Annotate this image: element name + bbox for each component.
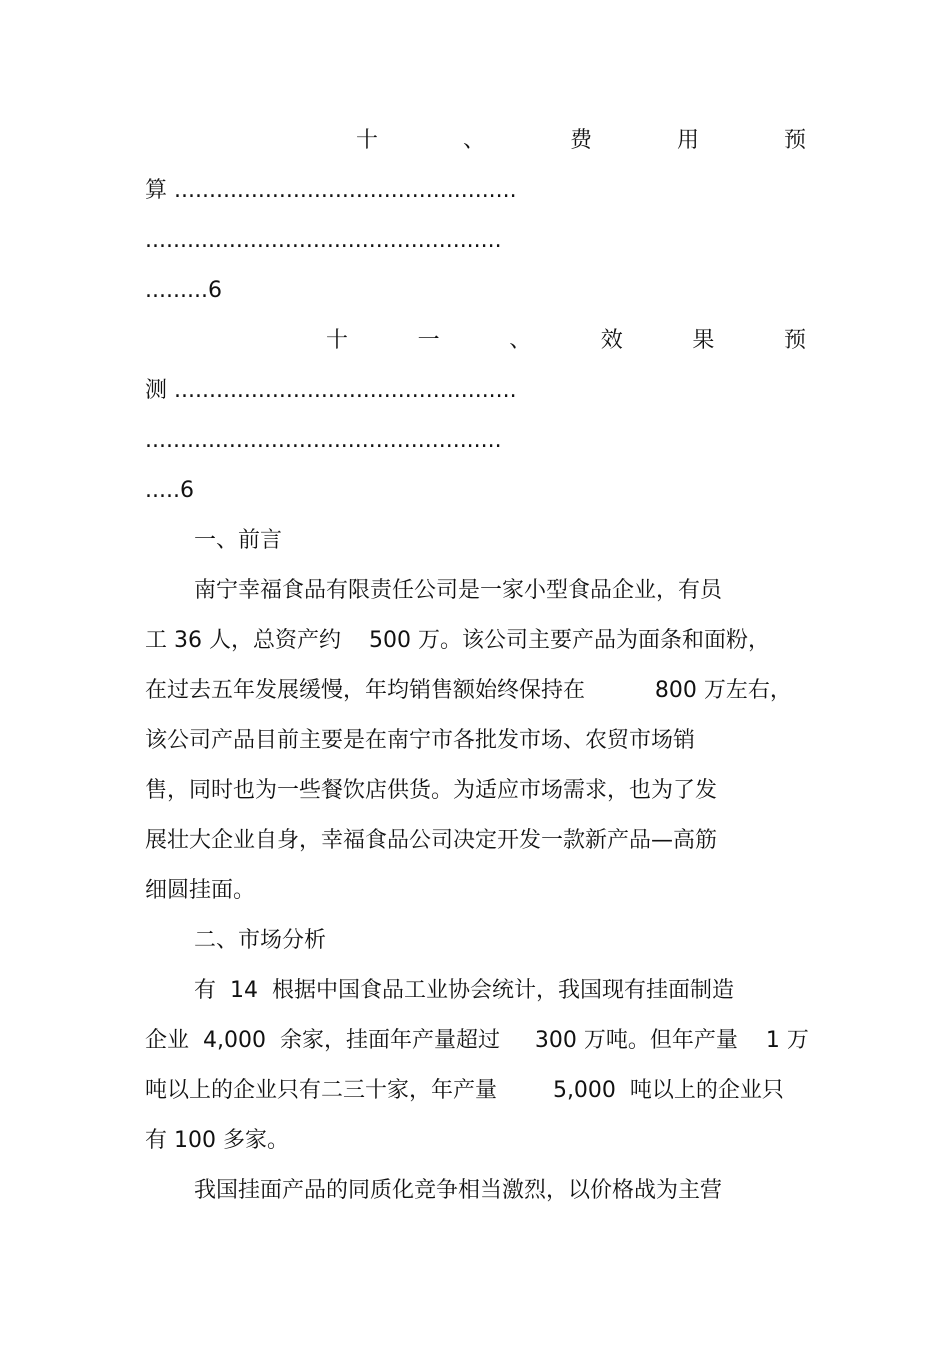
paragraph-line: 展壮大企业自身，幸福食品公司决定开发一款新产品—高筋 [145, 828, 718, 853]
paragraph-line: 吨以上的企业只有二三十家，年产量 5,000 吨以上的企业只 [145, 1078, 784, 1103]
toc-char: 预 [783, 128, 806, 153]
toc-item-10-page: .........6 [145, 278, 222, 303]
paragraph-line: 我国挂面产品的同质化竞争相当激烈，以价格战为主营 [194, 1178, 723, 1203]
toc-item-10-leader-2: ................................................... [145, 228, 502, 253]
paragraph-line: 该公司产品目前主要是在南宁市各批发市场、农贸市场销 [145, 728, 696, 753]
paragraph-line: 企业 4,000 余家，挂面年产量超过 300 万吨。但年产量 1 万 [145, 1028, 809, 1053]
toc-item-10-title [356, 123, 806, 159]
toc-char: 、 [462, 128, 485, 153]
toc-item-11-title [326, 323, 806, 359]
toc-item-11-leader-2: ................................................... [145, 428, 502, 453]
toc-item-10-leader-1: 算 ................................................. [145, 178, 517, 203]
paragraph-line: 有 100 多家。 [145, 1128, 289, 1153]
toc-char: 果 [692, 328, 715, 353]
toc-char: 、 [509, 328, 532, 353]
toc-char: 费 [569, 128, 592, 153]
paragraph-line: 细圆挂面。 [145, 878, 256, 903]
paragraph-line: 工 36 人，总资产约 500 万。该公司主要产品为面条和面粉， [145, 628, 770, 653]
paragraph-line: 售，同时也为一些餐饮店供货。为适应市场需求，也为了发 [145, 778, 718, 803]
paragraph-line: 在过去五年发展缓慢，年均销售额始终保持在 800 万左右， [145, 678, 792, 703]
toc-char: 效 [600, 328, 623, 353]
paragraph-line: 南宁幸福食品有限责任公司是一家小型食品企业，有员 [194, 578, 723, 603]
toc-char: 一 [417, 328, 440, 353]
toc-char: 十 [326, 328, 349, 353]
toc-item-11-page: .....6 [145, 478, 194, 503]
toc-char: 预 [783, 328, 806, 353]
toc-item-11-leader-1: 测 ................................................. [145, 378, 517, 403]
toc-char: 十 [356, 128, 379, 153]
section-heading-preface: 一、前言 [194, 528, 283, 553]
toc-char: 用 [676, 128, 699, 153]
section-heading-market-analysis: 二、市场分析 [194, 928, 327, 953]
paragraph-line: 有 14 根据中国食品工业协会统计，我国现有挂面制造 [194, 978, 734, 1003]
